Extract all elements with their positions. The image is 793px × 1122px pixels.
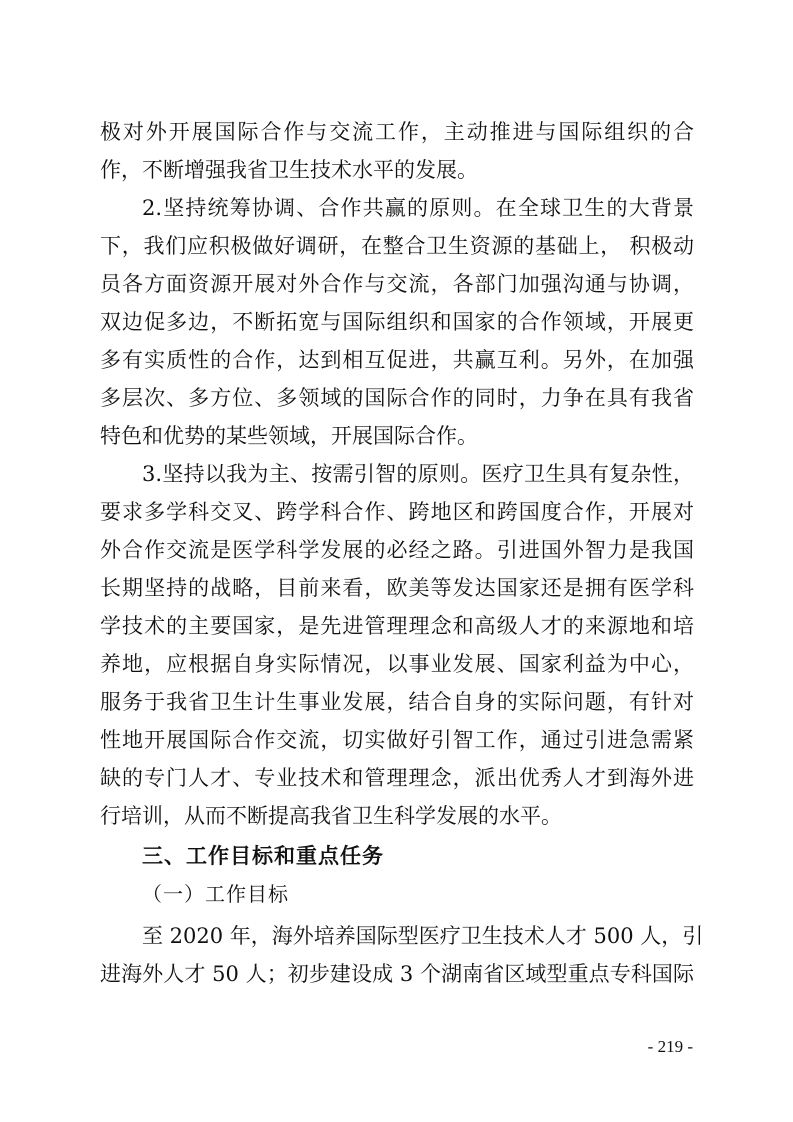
paragraph-line: 至 2020 年，海外培养国际型医疗卫生技术人才 500 人，引 — [142, 924, 704, 948]
paragraph-line: 3.坚持以我为主、按需引智的原则。医疗卫生具有复杂性， — [142, 462, 694, 486]
paragraph-line: 特色和优势的某些领域，开展国际合作。 — [100, 424, 478, 448]
paragraph-line: 下，我们应积极做好调研，在整合卫生资源的基础上， 积极动 — [100, 234, 694, 258]
paragraph-line: 养地，应根据自身实际情况，以事业发展、国家利益为中心， — [100, 652, 694, 676]
paragraph-line: 进海外人才 50 人；初步建设成 3 个湖南省区域型重点专科国际 — [100, 962, 694, 986]
paragraph-line: 要求多学科交叉、跨学科合作、跨地区和跨国度合作，开展对 — [100, 500, 694, 524]
paragraph-line: 双边促多边，不断拓宽与国际组织和国家的合作领域，开展更 — [100, 310, 694, 334]
paragraph-line: 学技术的主要国家，是先进管理理念和高级人才的来源地和培 — [100, 614, 694, 638]
section-heading: 三、工作目标和重点任务 — [142, 844, 384, 868]
paragraph-line: 外合作交流是医学科学发展的必经之路。引进国外智力是我国 — [100, 538, 694, 562]
page-number: - 219 - — [647, 1037, 693, 1056]
paragraph-line: 多有实质性的合作，达到相互促进，共赢互利。另外，在加强 — [100, 348, 694, 372]
paragraph-line: 服务于我省卫生计生事业发展，结合自身的实际问题，有针对 — [100, 690, 694, 714]
subsection-heading: （一）工作目标 — [142, 882, 289, 906]
paragraph-line: 行培训，从而不断提高我省卫生科学发展的水平。 — [100, 804, 562, 828]
paragraph-line: 长期坚持的战略，目前来看，欧美等发达国家还是拥有医学科 — [100, 576, 694, 600]
paragraph-line: 2.坚持统筹协调、合作共赢的原则。在全球卫生的大背景 — [142, 196, 694, 220]
paragraph-line: 极对外开展国际合作与交流工作，主动推进与国际组织的合 — [100, 120, 694, 144]
paragraph-line: 性地开展国际合作交流，切实做好引智工作，通过引进急需紧 — [100, 728, 694, 752]
paragraph-line: 作，不断增强我省卫生技术水平的发展。 — [100, 158, 478, 182]
paragraph-line: 多层次、多方位、多领域的国际合作的同时，力争在具有我省 — [100, 386, 694, 410]
paragraph-line: 缺的专门人才、专业技术和管理理念，派出优秀人才到海外进 — [100, 766, 694, 790]
paragraph-line: 员各方面资源开展对外合作与交流，各部门加强沟通与协调， — [100, 272, 694, 296]
